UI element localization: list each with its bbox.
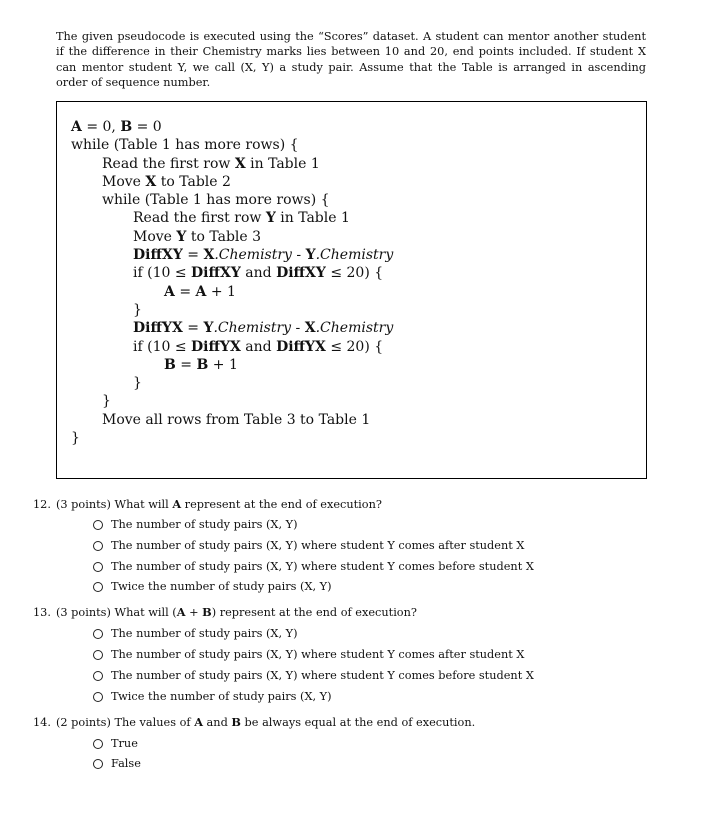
radio-button-icon[interactable] [93,739,103,749]
q13-option-4[interactable]: Twice the number of study pairs (X, Y) [93,690,332,704]
pseudocode [71,118,393,447]
radio-button-icon[interactable] [93,562,103,572]
code-line-move-x: Move X to Table 2 [102,173,231,190]
code-line-diffxy: DiffXY = X.Chemistry - Y.Chemistry [133,247,394,264]
code-line-close-if-yx: } [133,375,142,392]
radio-button-icon[interactable] [93,520,103,530]
code-line-read-x: Read the first row X in Table 1 [102,155,320,172]
code-line-b-increment: B = B + 1 [164,356,238,373]
code-line-close-inner-while: } [102,393,111,410]
question-13: 13. (3 points) What will (A + B) represent at the end of execution? [33,605,417,619]
q12-option-4[interactable]: Twice the number of study pairs (X, Y) [93,580,332,594]
q13-option-2[interactable]: The number of study pairs (X, Y) where student Y comes after student X [93,648,524,662]
code-line-diffyx: DiffYX = Y.Chemistry - X.Chemistry [133,320,394,337]
radio-button-icon[interactable] [93,759,103,769]
code-line-outer-while: while (Table 1 has more rows) { [71,137,299,154]
q12-option-1[interactable]: The number of study pairs (X, Y) [93,518,298,532]
code-line-init: A = 0, B = 0 [71,119,162,135]
code-line-move-all: Move all rows from Table 3 to Table 1 [102,411,371,428]
radio-button-icon[interactable] [93,541,103,551]
code-line-read-y: Read the first row Y in Table 1 [133,210,350,227]
code-line-close-outer-while: } [71,430,80,447]
q13-option-1[interactable]: The number of study pairs (X, Y) [93,627,298,641]
q14-option-true[interactable]: True [93,737,138,751]
question-number: 14. [33,716,51,729]
radio-button-icon[interactable] [93,692,103,702]
code-line-close-if-xy: } [133,301,142,318]
radio-button-icon[interactable] [93,629,103,639]
question-14: 14. (2 points) The values of A and B be always equal at the end of execution. [33,715,476,729]
code-line-if-yx: if (10 ≤ DiffYX and DiffYX ≤ 20) { [133,338,384,355]
code-line-move-y: Move Y to Table 3 [133,228,262,245]
q12-option-3[interactable]: The number of study pairs (X, Y) where student Y comes before student X [93,560,534,574]
q13-option-3[interactable]: The number of study pairs (X, Y) where student Y comes before student X [93,669,534,683]
pseudocode-box [56,101,647,479]
code-line-a-increment: A = A + 1 [164,283,236,300]
radio-button-icon[interactable] [93,650,103,660]
question-number: 13. [33,606,51,619]
intro-paragraph: The given pseudocode is executed using the “Scores” dataset. A student can mentor another student if the difference in their Chemistry marks lies between 10 and 20, end points included. If student X can mentor student Y, we call (X, Y) a study pair. Assume that the Table is arranged in ascending order of sequence number. [56,30,646,90]
radio-button-icon[interactable] [93,582,103,592]
question-12: 12. (3 points) What will A represent at the end of execution? [33,497,382,511]
q12-option-2[interactable]: The number of study pairs (X, Y) where student Y comes after student X [93,539,524,553]
q14-option-false[interactable]: False [93,757,141,771]
code-line-if-xy: if (10 ≤ DiffXY and DiffXY ≤ 20) { [133,265,384,282]
question-number: 12. [33,498,51,511]
radio-button-icon[interactable] [93,671,103,681]
code-line-inner-while: while (Table 1 has more rows) { [102,192,330,209]
